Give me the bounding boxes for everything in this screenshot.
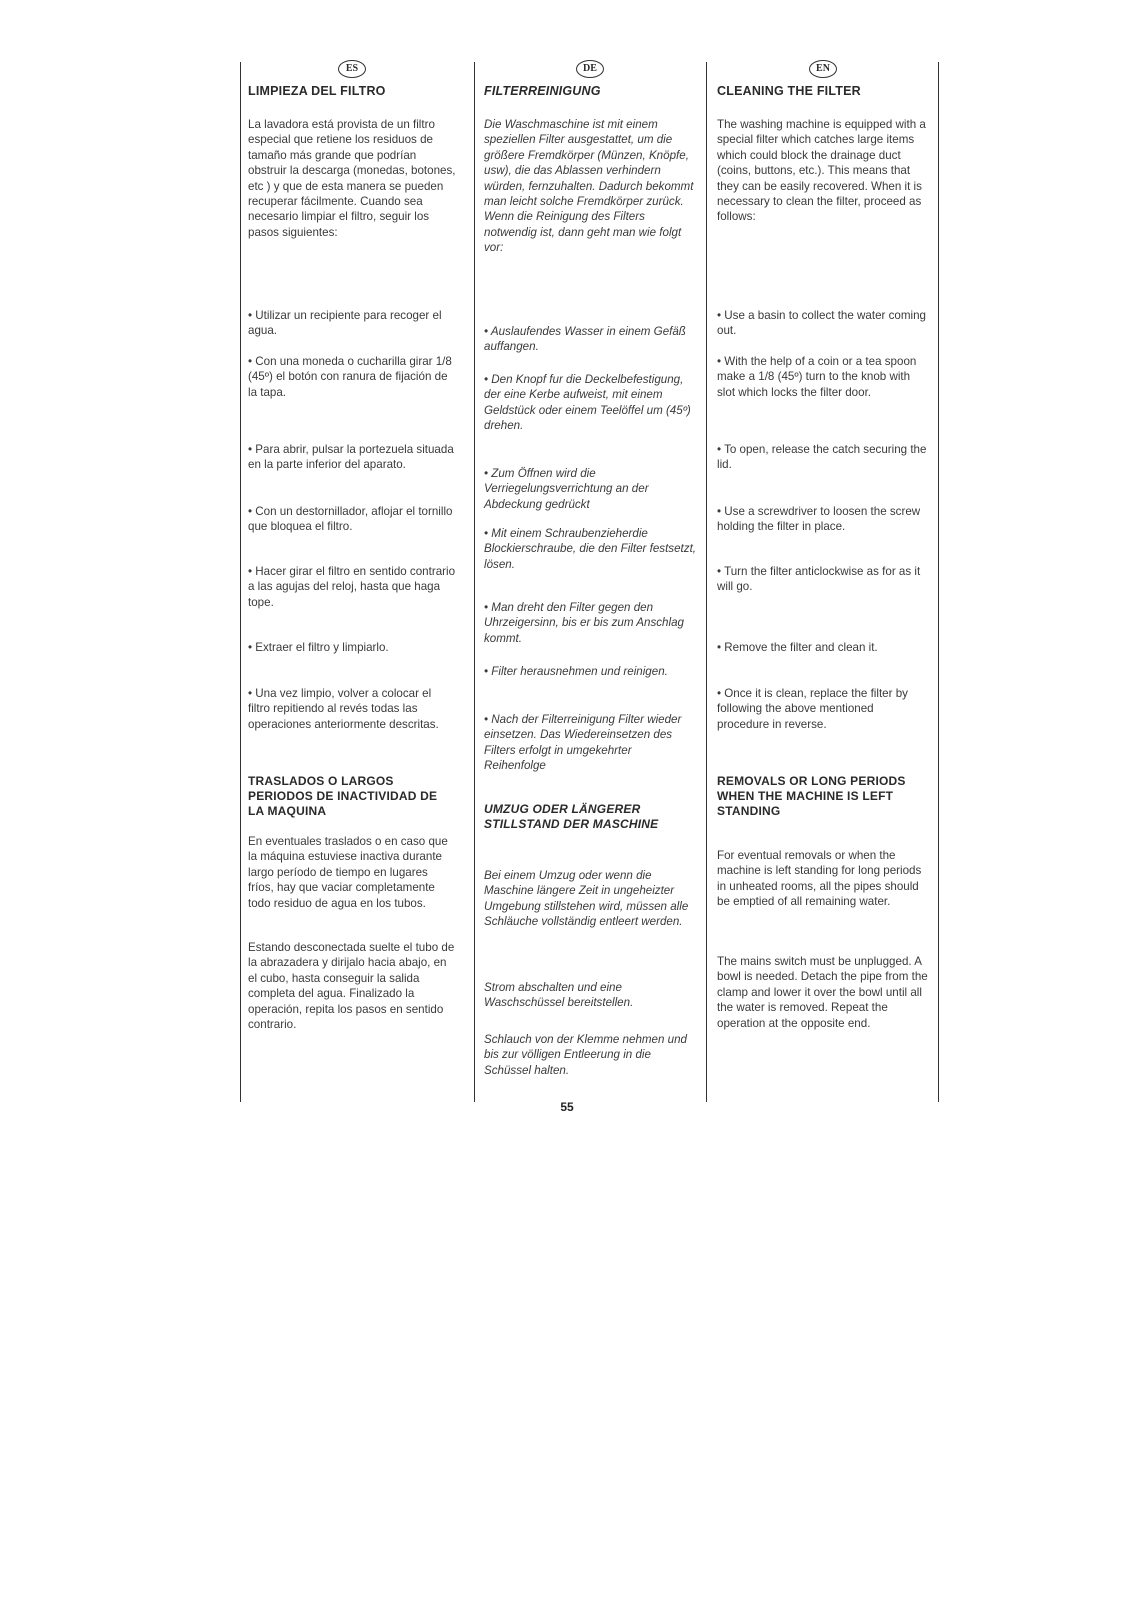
step-2: • Den Knopf fur die Deckelbefestigung, der eine Kerbe aufweist, mit einem Geldstück oder einem Teelöffel um (45º) drehen.: [484, 373, 691, 433]
step-4: • Con un destornillador, aflojar el tornillo que bloquea el filtro.: [248, 505, 453, 534]
column-rule-left: [240, 62, 241, 1102]
section-title-filter-cleaning: CLEANING THE FILTER: [717, 84, 861, 98]
section-title-filter-cleaning: LIMPIEZA DEL FILTRO: [248, 84, 386, 98]
intro-paragraph: Die Waschmaschine ist mit einem speziellen Filter ausgestattet, um die größere Fremdkörper (Münzen, Knöpfe, usw), die das Ablassen verhindern würden, fernzuhalten. Dadurch bekommt man leicht solche Fremdkörper zurück. Wenn die Reinigung des Filters notwendig ist, dann geht man wie folgt vor:: [484, 118, 694, 255]
storage-paragraph-1: Bei einem Umzug oder wenn die Maschine längere Zeit in ungeheizter Umgebung stillstehen wird, müssen alle Schläuche vollständig entleert werden.: [484, 869, 689, 929]
step-1: • Utilizar un recipiente para recoger el agua.: [248, 309, 442, 338]
step-3: • Para abrir, pulsar la portezuela situada en la parte inferior del aparato.: [248, 443, 454, 472]
column-rule-right: [938, 62, 939, 1102]
step-2: • Con una moneda o cucharilla girar 1/8 (45º) el botón con ranura de fijación de la tapa.: [248, 355, 452, 399]
language-badge-de: DE: [576, 60, 604, 78]
step-7: • Una vez limpio, volver a colocar el filtro repitiendo al revés todas las operaciones anteriormente descritas.: [248, 687, 439, 731]
intro-paragraph: The washing machine is equipped with a special filter which catches large items which could block the drainage duct (coins, buttons, etc.). This means that they can be easily recovered. When it is necessary to clean the filter, proceed as follows:: [717, 118, 926, 224]
step-5: • Turn the filter anticlockwise as for as it will go.: [717, 565, 921, 594]
section-title-filter-cleaning: FILTERREINIGUNG: [484, 84, 601, 98]
step-7: • Once it is clean, replace the filter by following the above mentioned procedure in reverse.: [717, 687, 908, 731]
section-title-storage: REMOVALS OR LONG PERIODS WHEN THE MACHINE IS LEFT STANDING: [717, 774, 906, 818]
language-badge-en: EN: [809, 60, 837, 78]
step-1: • Use a basin to collect the water coming out.: [717, 309, 926, 338]
page-number: 55: [560, 1100, 574, 1114]
step-7: • Nach der Filterreinigung Filter wieder einsetzen. Das Wiedereinsetzen des Filters erfolgt in umgekehrter Reihenfolge: [484, 713, 682, 773]
column-rule-mid-right: [706, 62, 707, 1102]
step-2: • With the help of a coin or a tea spoon make a 1/8 (45º) turn to the knob with slot which locks the filter door.: [717, 355, 917, 399]
storage-paragraph-2: The mains switch must be unplugged. A bowl is needed. Detach the pipe from the clamp and lower it over the bowl until all the water is removed. Repeat the operation at the opposite end.: [717, 955, 928, 1030]
step-4: • Use a screwdriver to loosen the screw holding the filter in place.: [717, 505, 921, 534]
storage-paragraph-1: For eventual removals or when the machine is left standing for long periods in unheated rooms, all the pipes should be emptied of all remaining water.: [717, 849, 922, 909]
step-6: • Extraer el filtro y limpiarlo.: [248, 641, 389, 654]
step-1: • Auslaufendes Wasser in einem Gefäß auffangen.: [484, 325, 686, 354]
section-title-storage: TRASLADOS O LARGOS PERIODOS DE INACTIVIDAD DE LA MAQUINA: [248, 774, 438, 818]
step-5: • Hacer girar el filtro en sentido contrario a las agujas del reloj, hasta que haga tope.: [248, 565, 456, 609]
step-3: • Zum Öffnen wird die Verriegelungsverrichtung an der Abdeckung gedrückt: [484, 467, 649, 511]
step-4: • Mit einem Schraubenzieherdie Blockierschraube, die den Filter festsetzt, lösen.: [484, 527, 697, 571]
storage-paragraph-1: En eventuales traslados o en caso que la máquina estuviese inactiva durante largo período de tiempo en lugares fríos, hay que vaciar completamente todo residuo de agua en los tubos.: [248, 835, 448, 910]
step-3: • To open, release the catch securing the lid.: [717, 443, 927, 472]
column-rule-mid-left: [474, 62, 475, 1102]
step-6: • Remove the filter and clean it.: [717, 641, 878, 654]
step-5: • Man dreht den Filter gegen den Uhrzeigersinn, bis er bis zum Anschlag kommt.: [484, 601, 684, 645]
storage-paragraph-3: Schlauch von der Klemme nehmen und bis zur völligen Entleerung in die Schüssel halten.: [484, 1033, 688, 1077]
storage-paragraph-2: Strom abschalten und eine Waschschüssel bereitstellen.: [484, 981, 634, 1010]
section-title-storage: UMZUG ODER LÄNGERER STILLSTAND DER MASCHINE: [484, 802, 659, 831]
intro-paragraph: La lavadora está provista de un filtro especial que retiene los residuos de tamaño más grande que podrían obstruir la descarga (monedas, botones, etc ) y que de esta manera se pueden recuperar fácilmente. Cuando sea necesario limpiar el filtro, seguir los pasos siguientes:: [248, 118, 456, 239]
step-6: • Filter herausnehmen und reinigen.: [484, 665, 668, 678]
storage-paragraph-2: Estando desconectada suelte el tubo de la abrazadera y dirijalo hacia abajo, en el cubo, hasta conseguir la salida completa del agua. Finalizado la operación, repita los pasos en sentido contrario.: [248, 941, 455, 1032]
language-badge-es: ES: [338, 60, 366, 78]
